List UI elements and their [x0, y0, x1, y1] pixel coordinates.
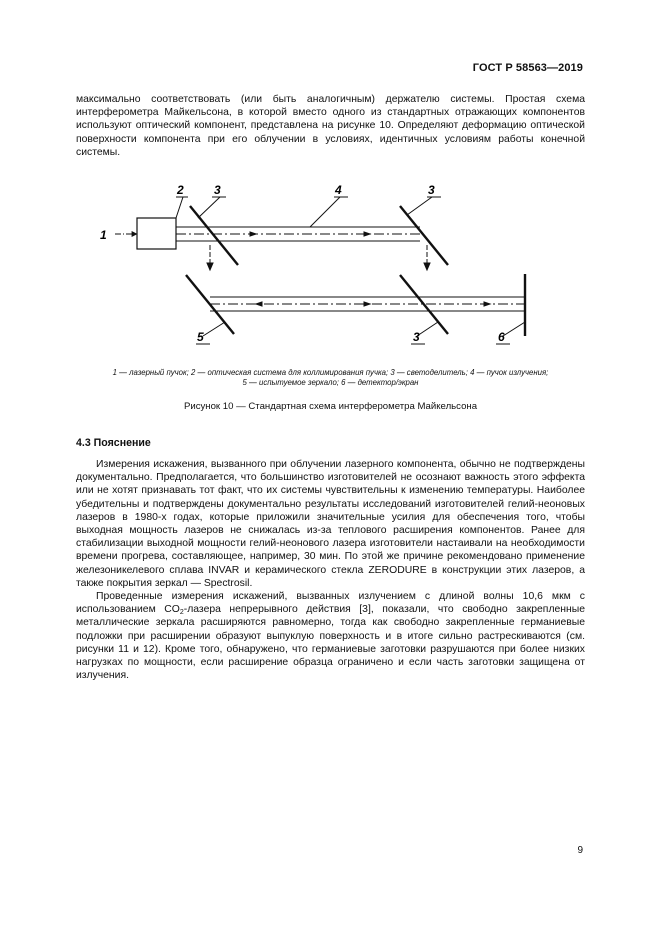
label-3-lower: 3	[413, 330, 420, 344]
figure-legend	[60, 368, 601, 388]
label-1: 1	[100, 228, 107, 242]
label-3-left: 3	[214, 183, 221, 197]
beamsplitter-left	[190, 206, 238, 265]
test-mirror	[186, 275, 234, 334]
document-header: ГОСТ Р 58563—2019	[472, 62, 583, 74]
co2-subscript: 2	[179, 609, 184, 617]
label-2: 2	[177, 183, 184, 197]
label-3-right: 3	[428, 183, 435, 197]
collimator-box	[137, 218, 176, 249]
section-paragraph-1: Измерения искажения, вызванного при облучении лазерного компонента, обычно не подтверждены документально. Предполагается, что большинство изготовителей не осознают важность этого эффекта или не хотят признавать тот факт, что их системы чувствительны к изменению температуры. Наиболее убедительны и подтверждены документально результаты исследований изготовителей гелий-неоновых лазеров в 1980-х годах, которые приложили значительные усилия для обеспечения того, чтобы выходная мощность лазеров не снижалась из-за теплового расширения компонентов. Ранее для стабилизации выходной мощности гелий-неонового лазера изготовители настаивали на необходимости времени прогрева, составляющее, например, 30 мин. По этой же причине рекомендовано применение железоникелевого сплава INVAR и керамического стекла ZERODURE в конструкции этих лазеров, а также покрытия зеркал — Spectrosil.	[76, 459, 585, 589]
p2-end: -лазера непрерывного действия [3], показали, что свободно закрепленные металлические зеркала расширяются равномерно, тогда как свободно закрепленные германиевые подложки при расширении образуют выпуклую поверхность и в итоге сильно растрескиваются (см. рисунки 11 и 12). Кроме того, обнаружено, что германиевые заготовки разрушаются при более низких нагрузках по мощности, если расширение образца ограничено и если часть заготовки защищена от излучения.	[76, 604, 586, 682]
label-5: 5	[197, 330, 204, 344]
legend-line-2: 5 — испытуемое зеркало; 6 — детектор/экран	[242, 378, 419, 387]
section-heading: 4.3 Пояснение	[76, 437, 151, 449]
page-number: 9	[577, 845, 583, 856]
label-6: 6	[498, 330, 505, 344]
michelson-interferometer-diagram	[70, 170, 630, 360]
figure-title: Рисунок 10 — Стандартная схема интерферометра Майкельсона	[183, 401, 478, 412]
label-4: 4	[335, 183, 342, 197]
section-paragraph-2	[76, 590, 585, 682]
intro-text: максимально соответствовать (или быть аналогичным) держателю системы. Простая схема интерферометра Майкельсона, в которой вместо одного из стандартных отражающих компонентов используют оптический компонент, представлена на рисунке 10. Определяют деформацию оптической поверхности компонента при его облучении в условиях, идентичных условиям работы конечной системы.	[76, 94, 585, 158]
intro-paragraph	[76, 93, 585, 159]
legend-line-1: 1 — лазерный пучок; 2 — оптическая система для коллимирования пучка; 3 — светоделитель; 4 — пучок излучения;	[112, 368, 549, 377]
p2-start: Проведенные измерения искажений, вызванных излучением с длиной волны 10,6 мкм с использованием CO	[76, 591, 585, 616]
section-body	[76, 458, 585, 682]
